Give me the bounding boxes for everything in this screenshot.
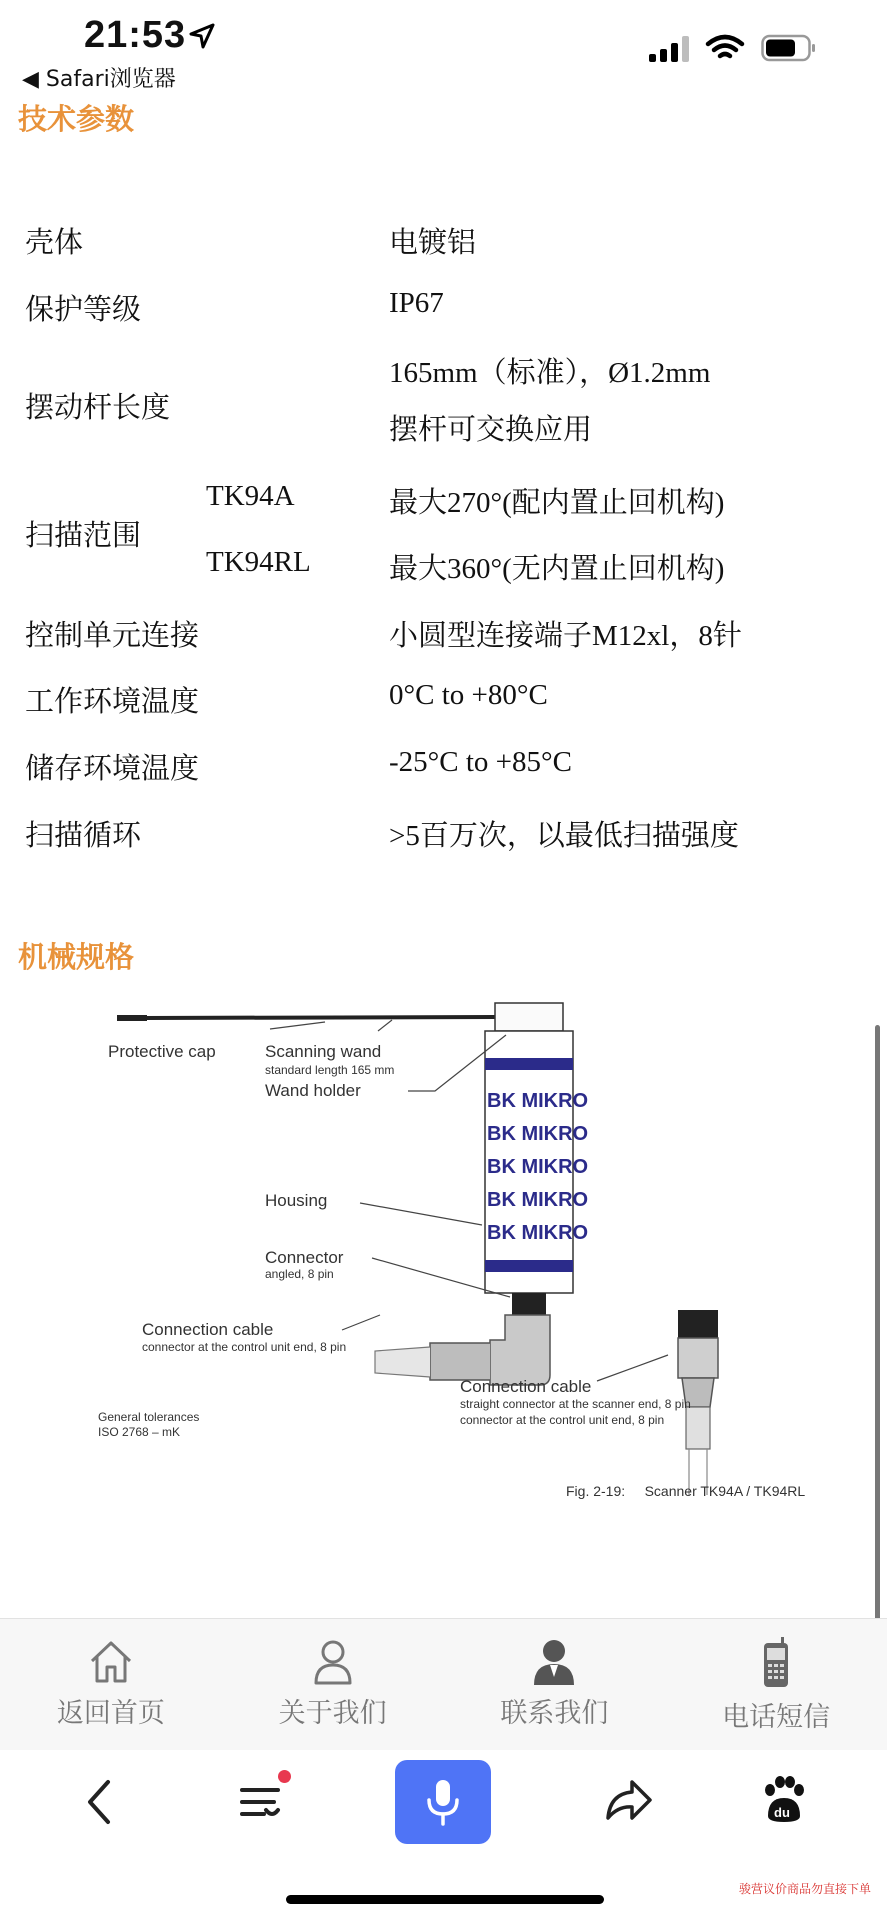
spec-value: 0°C to +80°C xyxy=(389,679,548,711)
nav-contact-label: 联系我们 xyxy=(500,1698,609,1729)
status-icons xyxy=(649,34,817,62)
spec-value-line2: 摆杆可交换应用 xyxy=(389,414,593,446)
label-wand-holder: Wand holder xyxy=(265,1081,361,1100)
brand-label: BK MIKRO xyxy=(487,1189,589,1211)
spec-value: 电镀铝 xyxy=(389,227,477,259)
spec-value: >5百万次，以最低扫描强度 xyxy=(389,820,739,852)
spec-label: 保护等级 xyxy=(25,292,142,326)
status-bar xyxy=(0,0,887,95)
cellular-signal-icon xyxy=(649,36,689,62)
brand-label: BK MIKRO xyxy=(487,1090,589,1112)
nav-home[interactable] xyxy=(0,1619,222,1751)
contact-icon xyxy=(529,1637,579,1685)
nav-about[interactable] xyxy=(222,1619,444,1751)
label-connector: Connector xyxy=(265,1248,344,1267)
share-icon[interactable] xyxy=(600,1760,656,1840)
home-indicator[interactable] xyxy=(286,1895,604,1904)
brand-label: BK MIKRO xyxy=(487,1222,589,1244)
bottom-nav xyxy=(0,1618,887,1751)
location-arrow-icon xyxy=(188,22,216,50)
label-connection-cable-2: Connection cable xyxy=(460,1377,592,1396)
spec-value: 最大270°(配内置止回机构) xyxy=(389,487,725,519)
spec-value: 165mm（标准），Ø1.2mm xyxy=(389,357,711,389)
scrollbar[interactable] xyxy=(875,1025,880,1650)
spec-label: 摆动杆长度 xyxy=(25,390,171,424)
straight-connector-shape xyxy=(678,1310,718,1338)
microphone-icon xyxy=(423,1776,463,1828)
section-title-tech: 技术参数 xyxy=(18,102,135,136)
spec-value: 最大360°(无内置止回机构) xyxy=(389,553,725,585)
label-tolerances-sub: ISO 2768 – mK xyxy=(98,1425,181,1439)
scanner-diagram xyxy=(90,995,850,1555)
baidu-paw-icon[interactable] xyxy=(758,1760,808,1840)
label-connector-sub: angled, 8 pin xyxy=(265,1267,334,1281)
spec-value: IP67 xyxy=(389,287,444,319)
spec-value: -25°C to +85°C xyxy=(389,746,572,778)
back-to-safari-link[interactable]: ◀ Safari浏览器 xyxy=(22,67,176,92)
spec-label: 控制单元连接 xyxy=(25,618,200,652)
spec-model: TK94A xyxy=(206,480,295,512)
spec-label: 扫描范围 xyxy=(25,518,142,552)
scanning-wand-line xyxy=(145,1017,495,1018)
back-arrow-icon[interactable] xyxy=(80,1760,120,1840)
label-scanning-wand-sub: standard length 165 mm xyxy=(265,1063,395,1077)
brand-label: BK MIKRO xyxy=(487,1123,589,1145)
label-scanning-wand: Scanning wand xyxy=(265,1042,382,1061)
nav-home-label: 返回首页 xyxy=(56,1698,165,1729)
spec-model: TK94RL xyxy=(206,546,311,578)
home-icon xyxy=(86,1637,136,1685)
section-title-mechanical: 机械规格 xyxy=(18,940,135,974)
protective-cap-shape xyxy=(117,1015,147,1021)
notification-dot xyxy=(278,1770,291,1783)
status-time: 21:53 xyxy=(84,14,187,56)
user-icon xyxy=(308,1637,358,1685)
figure-caption: Fig. 2-19: Scanner TK94A / TK94RL xyxy=(566,1483,806,1499)
disclaimer-text: 骏营议价商品勿直接下单 xyxy=(738,1882,871,1896)
label-connection-cable-2-sub1: straight connector at the scanner end, 8 pin xyxy=(460,1397,691,1411)
spec-value: 小圆型连接端子M12xl，8针 xyxy=(389,620,742,652)
spec-label: 扫描循环 xyxy=(25,818,142,852)
svg-text:du: du xyxy=(774,1805,790,1820)
brand-label: BK MIKRO xyxy=(487,1156,589,1178)
label-protective-cap: Protective cap xyxy=(108,1042,216,1061)
phone-icon xyxy=(751,1637,801,1689)
nav-phone-label: 电话短信 xyxy=(722,1702,831,1733)
nav-phone[interactable] xyxy=(665,1619,887,1751)
spec-label: 壳体 xyxy=(25,225,84,259)
wifi-icon xyxy=(705,34,745,62)
voice-search-button[interactable] xyxy=(395,1760,491,1844)
connector-shape xyxy=(512,1293,546,1315)
label-connection-cable-1: Connection cable xyxy=(142,1320,274,1339)
spec-label: 工作环境温度 xyxy=(25,684,200,718)
browser-toolbar xyxy=(0,1750,887,1870)
nav-contact[interactable] xyxy=(444,1619,666,1751)
label-housing: Housing xyxy=(265,1191,328,1210)
cable-1-shape xyxy=(375,1347,430,1377)
label-tolerances: General tolerances xyxy=(98,1410,200,1424)
spec-label: 储存环境温度 xyxy=(25,751,200,785)
wand-holder-shape xyxy=(495,1003,563,1031)
battery-icon xyxy=(761,34,817,62)
label-connection-cable-2-sub2: connector at the control unit end, 8 pin xyxy=(460,1413,665,1427)
nav-about-label: 关于我们 xyxy=(278,1698,387,1729)
label-connection-cable-1-sub: connector at the control unit end, 8 pin xyxy=(142,1340,347,1354)
